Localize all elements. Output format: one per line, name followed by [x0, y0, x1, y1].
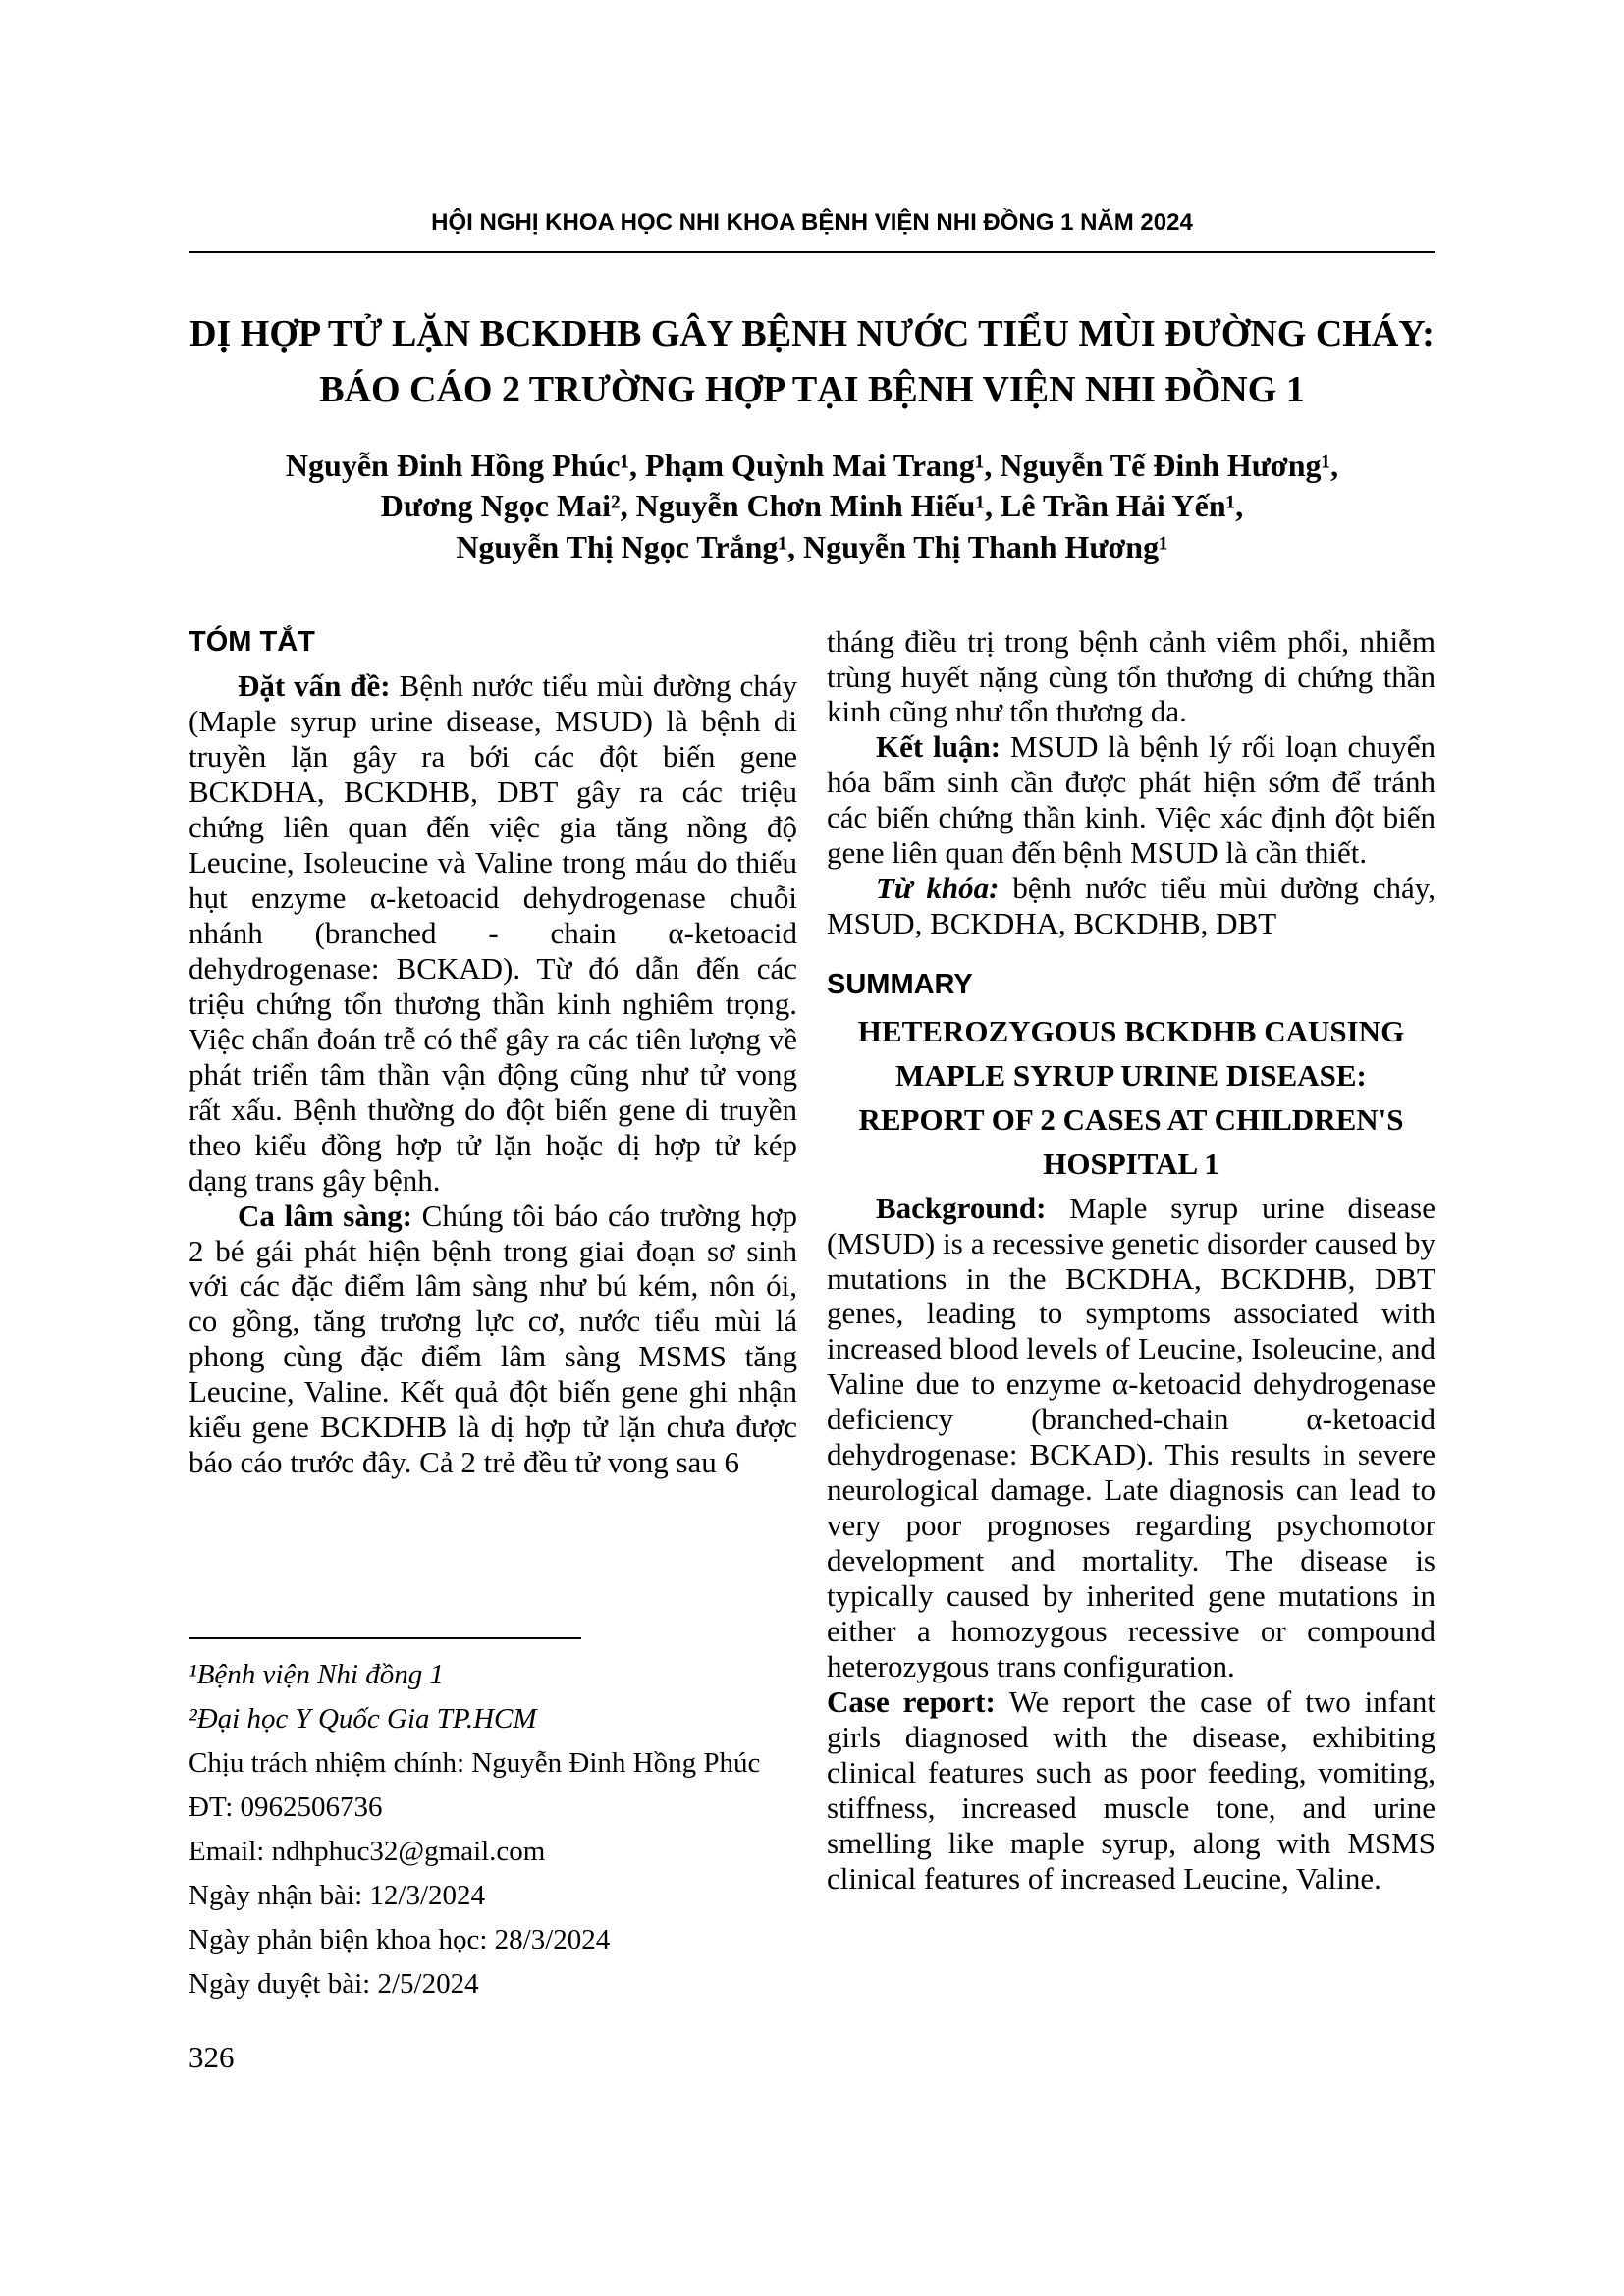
- paragraph-label: Ca lâm sàng:: [238, 1198, 422, 1233]
- right-column: [827, 624, 1435, 2006]
- footnote-line: [189, 1786, 797, 1830]
- paragraph-text: MSUD là bệnh lý rối loạn chuyển hóa bẩm sinh cần được phát hiện sớm để tránh các biến chứng thần kinh. Việc xác định đột biến gene liên quan đến bệnh MSUD là cần thiết.: [827, 729, 1435, 871]
- page-content: [189, 209, 1435, 2006]
- footnote-text: Ngày nhận bài: 12/3/2024: [189, 1879, 486, 1911]
- summary-title-line-1: HETEROZYGOUS BCKDHB CAUSING: [857, 1013, 1405, 1048]
- paragraph-label: Kết luận:: [876, 729, 1010, 765]
- paragraph: [189, 668, 797, 1198]
- paragraph: [827, 871, 1435, 941]
- two-column-body: [189, 624, 1435, 2006]
- summary-title-line-3: REPORT OF 2 CASES AT CHILDREN'S: [858, 1101, 1404, 1137]
- paper-title-line-2: BÁO CÁO 2 TRƯỜNG HỢP TẠI BỆNH VIỆN NHI ĐỒNG 1: [319, 368, 1305, 410]
- paragraph: [827, 1191, 1435, 1684]
- paragraph-text: Maple syrup urine disease (MSUD) is a recessive genetic disorder caused by mutations in the BCKDHA, BCKDHB, DBT genes, leading to symptoms associated with increased blood levels of Leucine, Isoleucine, and Valine due to enzyme α-ketoacid dehydrogenase deficiency (branched-chain α-ketoacid dehydrogenase: BCKAD). This results in severe neurological damage. Late diagnosis can lead to very poor prognoses regarding psychomotor development and mortality. The disease is typically caused by inherited gene mutations in either a homozygous recessive or compound heterozygous trans configuration.: [827, 1190, 1436, 1683]
- left-column: [189, 624, 797, 2006]
- right-top-paragraphs: [827, 624, 1435, 942]
- paragraph: [189, 1199, 797, 1481]
- footnote-line: [189, 1874, 797, 1918]
- footnote-line: [189, 1741, 797, 1786]
- footnote-lines: [189, 1653, 797, 2006]
- footnote-text: Ngày duyệt bài: 2/5/2024: [189, 1967, 479, 2000]
- footnote-line: [189, 1962, 797, 2006]
- summary-paragraphs: [827, 1191, 1435, 1896]
- footnote-text: ¹Bệnh viện Nhi đồng 1: [189, 1659, 444, 1691]
- authors-line-1: Nguyễn Đinh Hồng Phúc¹, Phạm Quỳnh Mai Trang¹, Nguyễn Tế Đinh Hương¹,: [285, 447, 1339, 483]
- summary-heading: SUMMARY: [827, 969, 973, 1001]
- paragraph: [827, 1684, 1435, 1896]
- footnote-line: [189, 1918, 797, 1962]
- paragraph-text: Chúng tôi báo cáo trường hợp 2 bé gái phát hiện bệnh trong giai đoạn sơ sinh với các đặc điểm lâm sàng như bú kém, nôn ói, co gồng, tăng trương lực cơ, nước tiểu mùi lá phong cùng đặc điểm lâm sàng MSMS tăng Leucine, Valine. Kết quả đột biến gene ghi nhận kiểu gene BCKDHB là dị hợp tử lặn chưa được báo cáo trước đây. Cả 2 trẻ đều tử vong sau 6: [189, 1198, 797, 1480]
- conference-header: HỘI NGHỊ KHOA HỌC NHI KHOA BỆNH VIỆN NHI ĐỒNG 1 NĂM 2024: [189, 209, 1435, 253]
- paragraph-text: We report the case of two infant girls diagnosed with the disease, exhibiting clinical features such as poor feeding, vomiting, stiffness, increased muscle tone, and urine smelling like maple syrup, along with MSMS clinical features of increased Leucine, Valine.: [827, 1683, 1435, 1896]
- authors-line-2: Dương Ngọc Mai², Nguyễn Chơn Minh Hiếu¹, Lê Trần Hải Yến¹,: [380, 488, 1244, 524]
- paragraph-label: Case report:: [827, 1683, 1009, 1719]
- footnote-text: ²Đại học Y Quốc Gia TP.HCM: [189, 1703, 537, 1735]
- paragraph-text: tháng điều trị trong bệnh cảnh viêm phổi, nhiễm trùng huyết nặng cùng tổn thương di chứng thần kinh cũng như tổn thương da.: [827, 623, 1435, 729]
- summary-title-line-4: HOSPITAL 1: [1043, 1146, 1219, 1181]
- footnote-line: [189, 1830, 797, 1874]
- footnote-divider: [189, 1637, 581, 1639]
- summary-title-line-2: MAPLE SYRUP URINE DISEASE:: [895, 1057, 1367, 1093]
- footnote-text: ĐT: 0962506736: [189, 1790, 383, 1823]
- paragraph: [827, 624, 1435, 730]
- footnote-text: Chịu trách nhiệm chính: Nguyễn Đinh Hồng Phúc: [189, 1746, 761, 1779]
- footnote-text: Ngày phản biện khoa học: 28/3/2024: [189, 1923, 611, 1955]
- paragraph-label: Background:: [876, 1190, 1070, 1225]
- paper-title: [189, 306, 1435, 418]
- abstract-paragraphs: [189, 668, 797, 1480]
- paragraph-text: bệnh nước tiểu mùi đường cháy, MSUD, BCKDHA, BCKDHB, DBT: [827, 871, 1436, 941]
- paragraph-label: Từ khóa:: [876, 871, 1013, 906]
- footnote-text: Email: ndhphuc32@gmail.com: [189, 1835, 546, 1867]
- paragraph-label: Đặt vấn đề:: [238, 668, 400, 704]
- summary-title: [827, 1010, 1435, 1187]
- footnote-line: [189, 1697, 797, 1741]
- authors-block: [189, 446, 1435, 568]
- abstract-heading: TÓM TẮT: [189, 625, 315, 658]
- authors-line-3: Nguyễn Thị Ngọc Trắng¹, Nguyễn Thị Thanh Hương¹: [456, 528, 1168, 564]
- footnotes-block: [189, 1628, 797, 2006]
- paragraph: [827, 729, 1435, 871]
- paper-title-line-1: DỊ HỢP TỬ LẶN BCKDHB GÂY BỆNH NƯỚC TIỂU MÙI ĐƯỜNG CHÁY:: [189, 312, 1435, 354]
- paragraph-text: Bệnh nước tiểu mùi đường cháy (Maple syrup urine disease, MSUD) là bệnh di truyền lặn gây ra bới các đột biến gene BCKDHA, BCKDHB, DBT gây ra các triệu chứng liên quan đến việc gia tăng nồng độ Leucine, Isoleucine và Valine trong máu do thiếu hụt enzyme α-ketoacid dehydrogenase chuỗi nhánh (branched - chain α-ketoacid dehydrogenase: BCKAD). Từ đó dẫn đến các triệu chứng tổn thương thần kinh nghiêm trọng. Việc chẩn đoán trễ có thể gây ra các tiên lượng về phát triển tâm thần vận động cũng như tử vong rất xấu. Bệnh thường do đột biến gene di truyền theo kiểu đồng hợp tử lặn hoặc dị hợp tử kép dạng trans gây bệnh.: [189, 668, 797, 1198]
- page-number: 326: [189, 2040, 235, 2074]
- footnote-line: [189, 1653, 797, 1697]
